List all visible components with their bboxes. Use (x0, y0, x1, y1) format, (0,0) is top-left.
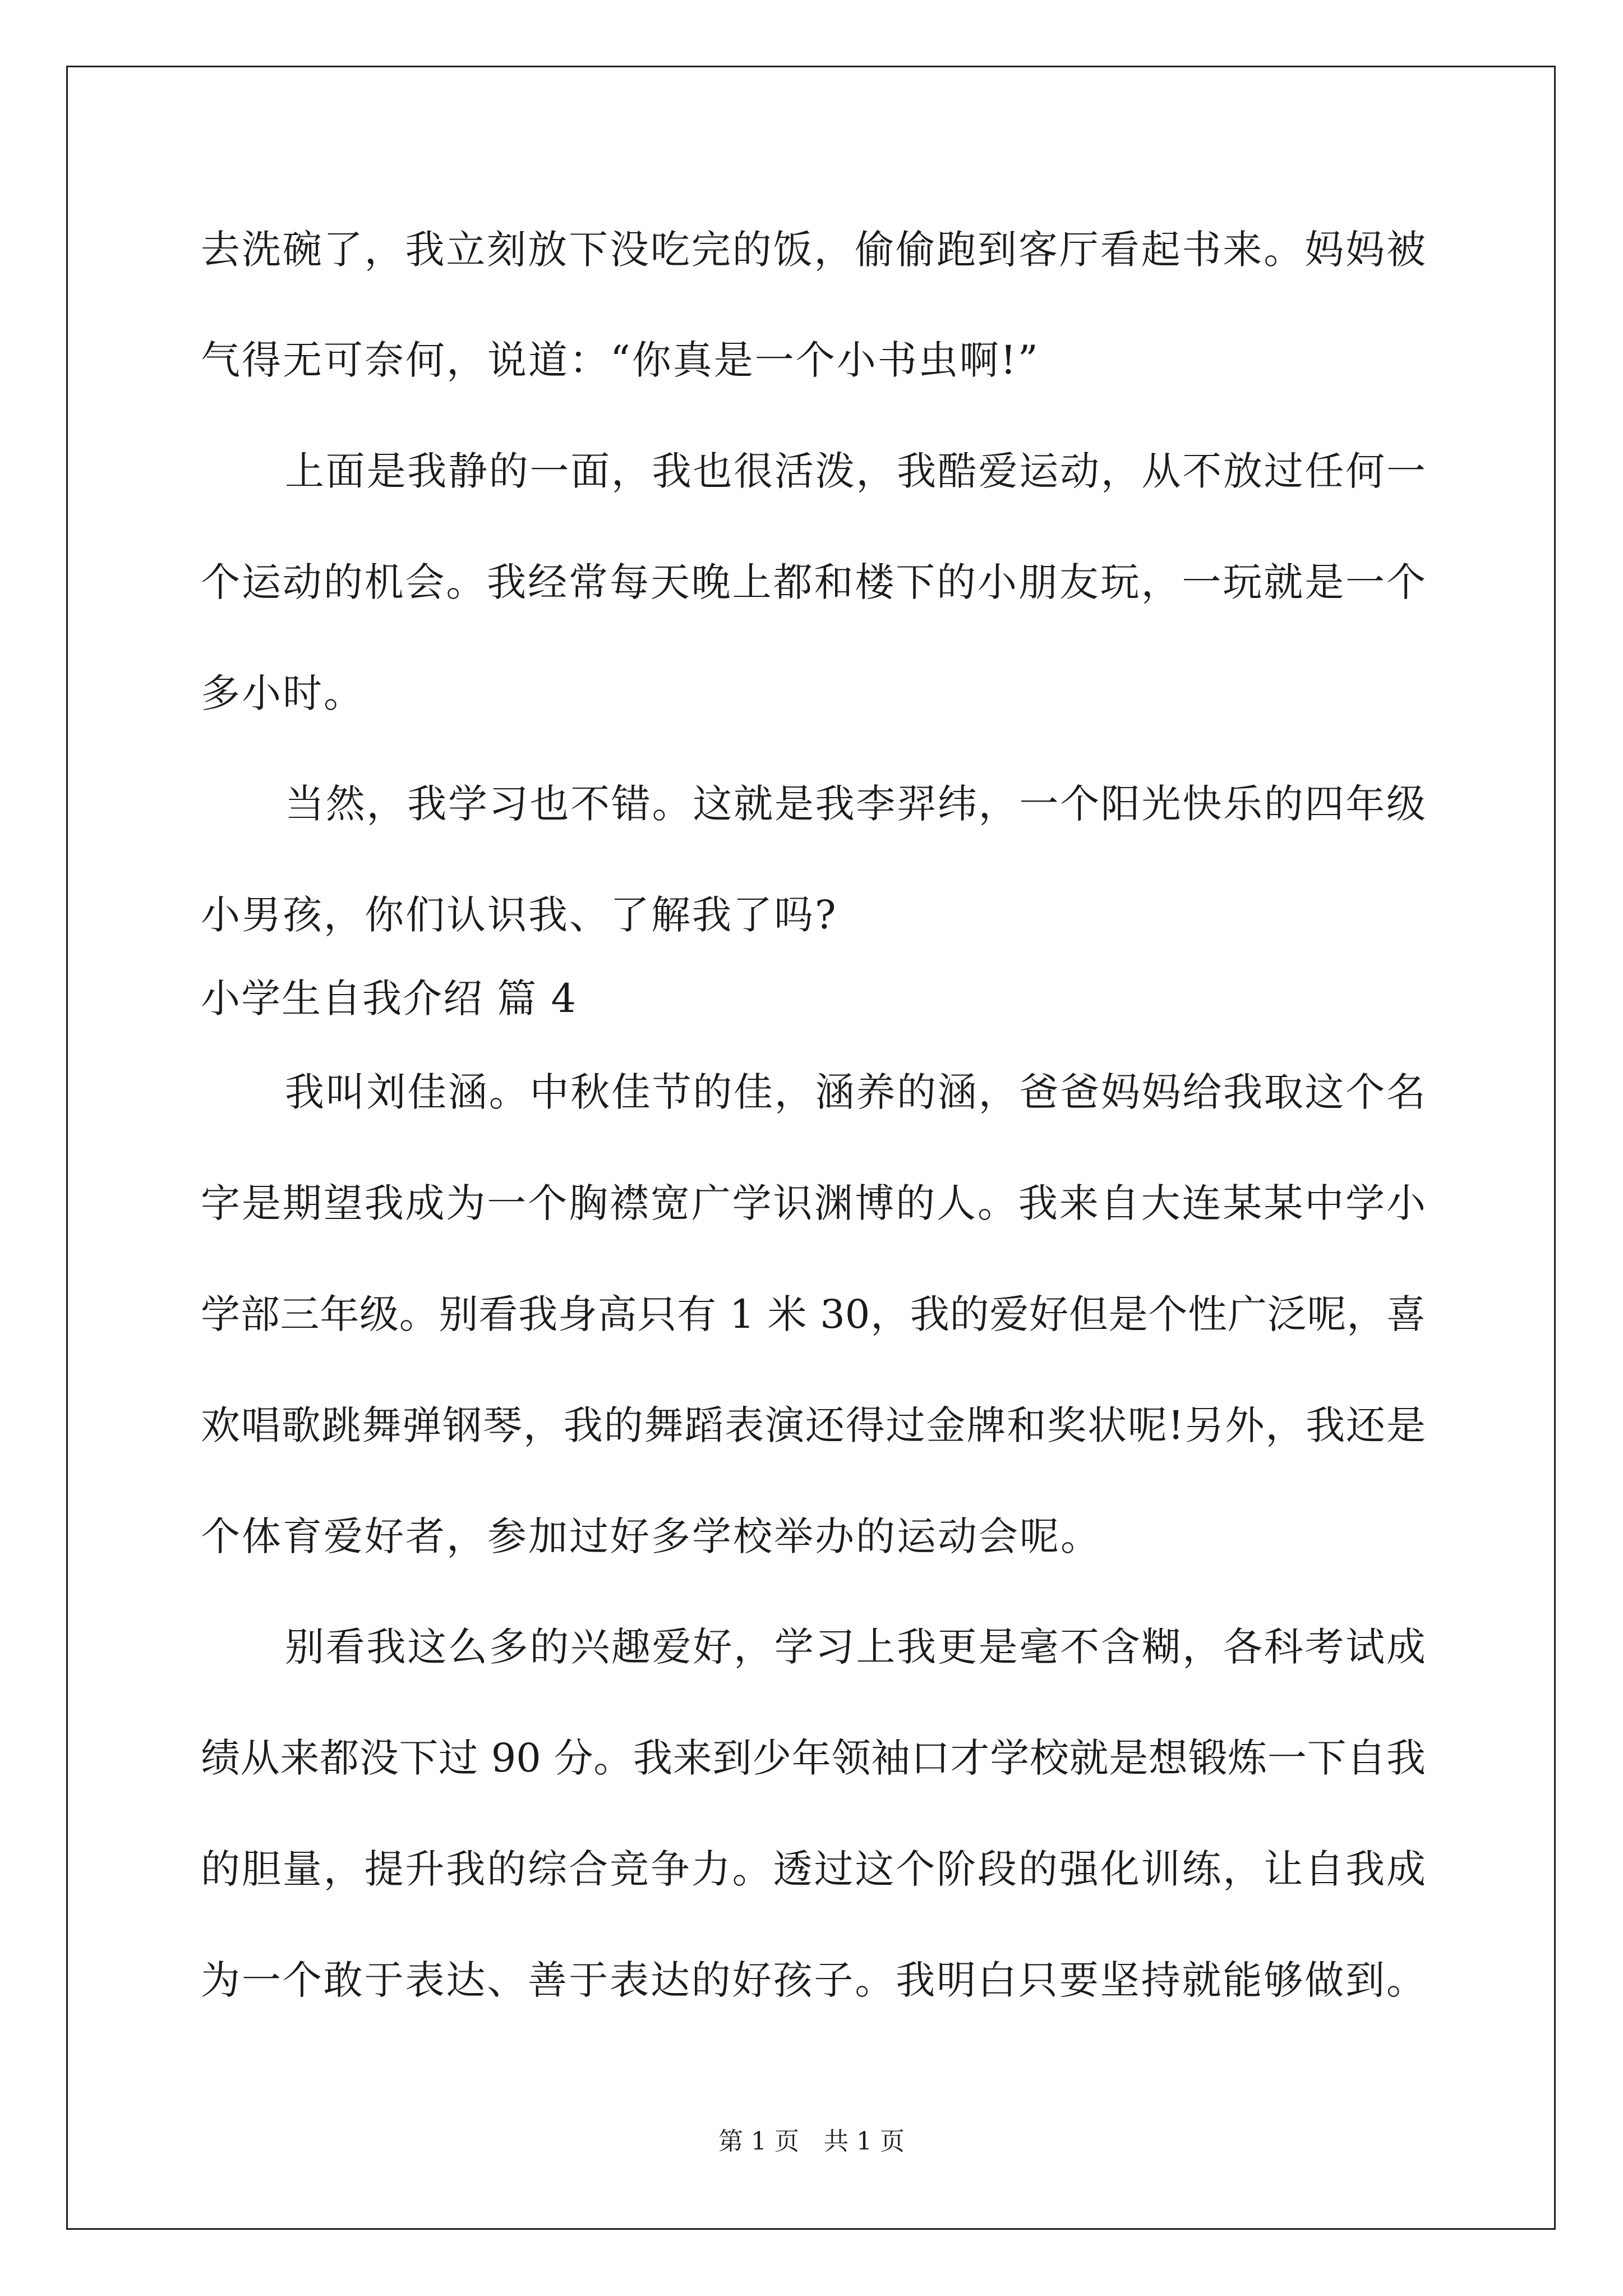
page-number-footer: 第 1 页 共 1 页 (718, 2127, 905, 2156)
text-line: 个运动的机会。我经常每天晚上都和楼下的小朋友玩，一玩就是一个 (201, 559, 1426, 605)
text-line: 我叫刘佳涵。中秋佳节的佳，涵养的涵，爸爸妈妈给我取这个名 (285, 1069, 1426, 1115)
text-line: 的胆量，提升我的综合竞争力。透过这个阶段的强化训练，让自我成 (201, 1846, 1426, 1892)
text-line: 为一个敢于表达、善于表达的好孩子。我明白只要坚持就能够做到。 (201, 1957, 1426, 2003)
text-line: 欢唱歌跳舞弹钢琴，我的舞蹈表演还得过金牌和奖状呢!另外，我还是 (201, 1402, 1426, 1448)
text-line: 字是期望我成为一个胸襟宽广学识渊博的人。我来自大连某某中学小 (201, 1180, 1426, 1226)
text-line: 上面是我静的一面，我也很活泼，我酷爱运动，从不放过任何一 (285, 448, 1426, 494)
text-line: 去洗碗了，我立刻放下没吃完的饭，偷偷跑到客厅看起书来。妈妈被 (201, 227, 1426, 273)
text-line: 气得无可奈何，说道：“你真是一个小书虫啊!” (201, 337, 1040, 383)
text-line: 小男孩，你们认识我、了解我了吗? (201, 892, 838, 938)
page-border (66, 66, 1556, 2230)
text-line: 个体育爱好者，参加过好多学校举办的运动会呢。 (201, 1513, 1101, 1559)
text-line: 学部三年级。别看我身高只有 1 米 30，我的爱好但是个性广泛呢，喜 (201, 1291, 1426, 1337)
text-line: 当然，我学习也不错。这就是我李羿纬，一个阳光快乐的四年级 (285, 781, 1426, 827)
text-line: 多小时。 (201, 670, 365, 716)
section-heading: 小学生自我介绍 篇 4 (201, 976, 578, 1022)
text-line: 绩从来都没下过 90 分。我来到少年领袖口才学校就是想锻炼一下自我 (201, 1735, 1426, 1781)
text-line: 别看我这么多的兴趣爱好，学习上我更是毫不含糊，各科考试成 (285, 1624, 1426, 1670)
